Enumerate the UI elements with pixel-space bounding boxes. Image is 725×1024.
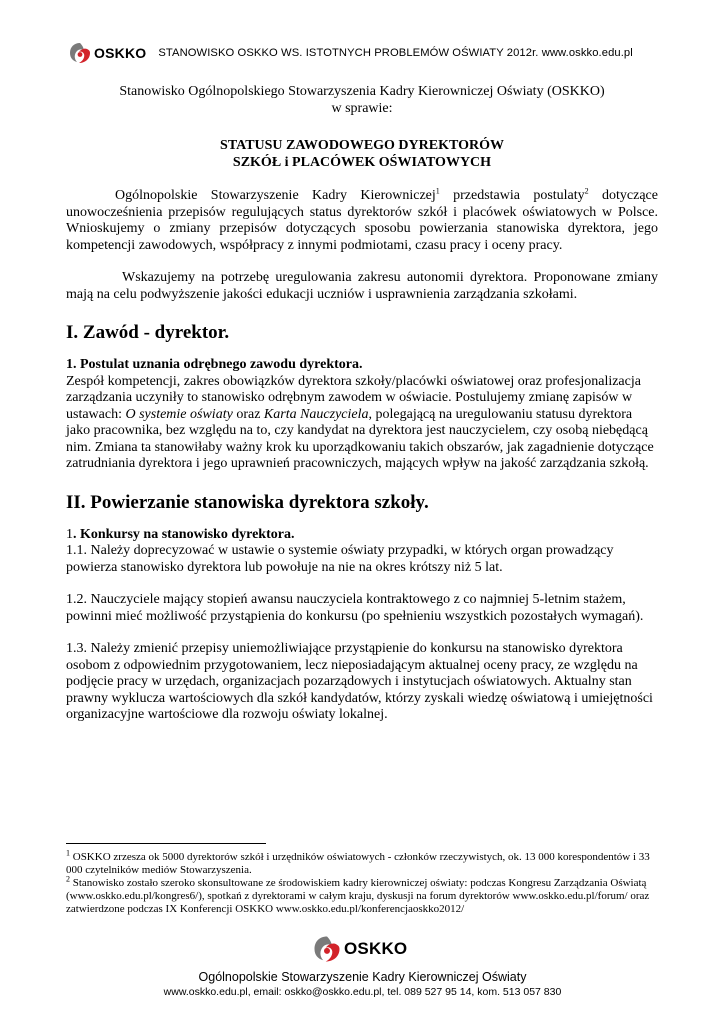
footer-organization: Ogólnopolskie Stowarzyszenie Kadry Kierowniczej Oświaty	[198, 970, 527, 984]
paragraph-intro-part-c: dotyczące unowocześnienia przepisów regulujących status dyrektorów szkół i placówek oświatowych w Polsce. Wnioskujemy o zmiany przepisów dotyczących sposobu powierzania stanowiska dyrektora, jego kompetencji zawodowych, współpracy z innymi podmiotami, czasu pracy i oceny pracy.	[66, 188, 658, 253]
section-1-text-b: oraz	[232, 406, 264, 422]
footnote-1	[66, 848, 658, 877]
footer-contact: www.oskko.edu.pl, email: oskko@oskko.edu.pl, tel. 089 527 95 14, kom. 513 057 830	[163, 986, 562, 998]
section-1-text-c: , polegającą na uregulowaniu statusu dyrektora jako pracownika, bez względu na to, czy kandydat na dyrektora jest nauczycielem, czy osobą niebędącą nim. Zmiana ta stanowiłaby ważny krok ku uporządkowaniu takich obszarów, jak zagadnienie dotyczące zatrudniania dyrektora i jego uprawnień pracowniczych, mających wpływ na jakość zarządzania szkołą.	[66, 406, 654, 471]
doc-title-line-2: SZKÓŁ i PLACÓWEK OŚWIATOWYCH	[232, 154, 492, 170]
paragraph-intro	[66, 188, 658, 254]
doc-title-line-1: STATUSU ZAWODOWEGO DYREKTORÓW	[220, 138, 504, 153]
paragraph-intro-part-b: przedstawia postulaty	[439, 188, 585, 203]
section-2-heading: II. Powierzanie stanowiska dyrektora szkoły.	[66, 491, 429, 513]
footnote-divider	[66, 843, 266, 844]
intro-line-1: Stanowisko Ogólnopolskiego Stowarzyszenia Kadry Kierowniczej Oświaty (OSKKO)	[119, 84, 605, 99]
section-2-subheading	[66, 527, 658, 544]
footnote-2-number: 2	[66, 874, 70, 884]
paragraph-1-2: 1.2. Nauczyciele mający stopień awansu nauczyciela kontraktowego z co najmniej 5-letnim stażem, powinni mieć możliwość przystąpienia do konkursu (po spełnieniu wszystkich pozostałych wymagań).	[66, 592, 644, 624]
footnotes	[66, 843, 658, 916]
section-1-text-a: Zespół kompetencji, zakres obowiązków dyrektora szkoły/placówki oświatowej oraz profesjonalizacja zarządzania uczyniły to stanowisko odrębnym zawodem w oświacie. Postulujemy zmianę zapisów w ustawach:	[66, 373, 641, 422]
section-1-subheading: 1. Postulat uznania odrębnego zawodu dyrektora.	[66, 357, 363, 372]
footnote-ref-1[interactable]: 1	[435, 186, 440, 196]
section-1-body	[66, 374, 658, 473]
footnote-ref-2[interactable]: 2	[584, 186, 589, 196]
footnote-2	[66, 874, 658, 916]
oskko-emblem-icon	[68, 42, 92, 64]
section-1-italic-1: O systemie oświaty	[125, 406, 233, 422]
paragraph-autonomy: Wskazujemy na potrzebę uregulowania zakresu autonomii dyrektora. Proponowane zmiany mają na celu podwyższenie jakości edukacji uczniów i usprawnienia zarządzania szkołami.	[66, 270, 658, 302]
intro-line-2: w sprawie:	[331, 100, 393, 116]
header-title: STANOWISKO OSKKO WS. ISTOTNYCH PROBLEMÓW OŚWIATY 2012r. www.oskko.edu.pl	[158, 47, 633, 59]
footnote-2-text: Stanowisko zostało szeroko skonsultowane ze środowiskiem kadry kierowniczej oświaty: podczas Kongresu Zarządzania Oświatą (www.oskko.edu.pl/kongres6/), spotkań z dyrektorami w całym kraju, dyskusji na forum dyrektorów www.oskko.edu.pl/forum/ oraz zatwierdzone podczas IX Konferencji OSKKO www.oskko.edu.pl/konferencjaoskko2012/	[66, 877, 650, 915]
paragraph-1-3: 1.3. Należy zmienić przepisy uniemożliwiające przystąpienie do konkursu na stanowisko dyrektora osobom z odpowiednim przygotowaniem, lecz nieposiadającym aktualnej oceny pracy, ze względu na podjęcie pracy w urzędach, organizacjach pozarządowych i instytucjach oświatowych. Aktualny stan prawny wyklucza wartościowych dla szkół kandydatów, którzy zyskali wiedzę oświatową i umiejętności organizacyjne wartościowe dla rozwoju oświaty lokalnej.	[66, 641, 653, 722]
footnote-1-number: 1	[66, 848, 70, 858]
section-1-heading: I. Zawód - dyrektor.	[66, 322, 230, 343]
paragraph-intro-part-a: Ogólnopolskie Stowarzyszenie Kadry Kierowniczej	[115, 188, 436, 203]
section-2-sub-number: 1	[66, 526, 73, 542]
section-2-sub-title: . Konkursy na stanowisko dyrektora.	[73, 526, 295, 542]
paragraph-1-1: 1.1. Należy doprecyzować w ustawie o systemie oświaty przypadki, w których organ prowadzący powierza stanowisko dyrektora lub powołuje na nie na okres krótszy niż 5 lat.	[66, 543, 614, 575]
document-body	[66, 84, 658, 724]
oskko-emblem-icon	[312, 935, 342, 963]
section-1-italic-2: Karta Nauczyciela	[263, 406, 369, 422]
footnote-1-text: OSKKO zrzesza ok 5000 dyrektorów szkół i urzędników oświatowych - członków rzeczywistych, ok. 13 000 korespondentów i 33 000 czytelników mediów Stowarzyszenia.	[66, 851, 650, 876]
footer-logo	[312, 935, 407, 963]
header-logo-text: OSKKO	[94, 45, 147, 61]
footer-logo-text: OSKKO	[344, 939, 408, 958]
page-header	[68, 40, 668, 66]
header-logo	[68, 42, 146, 64]
